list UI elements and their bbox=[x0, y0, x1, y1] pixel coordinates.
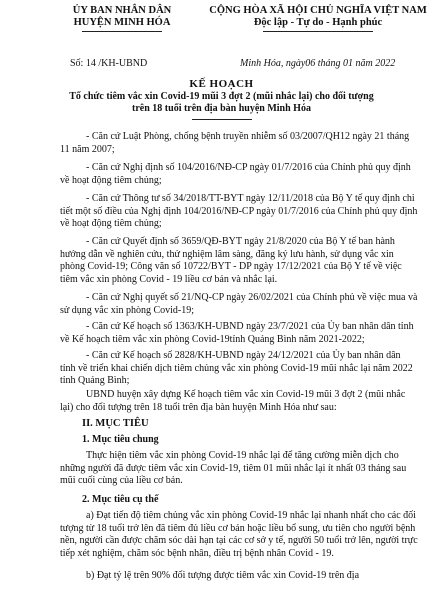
paragraph-text: - Căn cứ Quyết định số 3659/QĐ-BYT ngày 21/8/2020 của Bộ Y tế ban hành hướng dẫn về nghiên cứu, thử nghiệm lâm sàng, đăng ký lưu hành, sử dụng vắc xin phòng Covid-19; Công văn số 10722/BYT - DP ngày 17/12/2021 của Bộ Y tế về việc tiêm vắc xin phòng Covid - 19 liều cơ bản và nhắc lại. bbox=[60, 236, 402, 285]
subsection-heading-specific: 2. Mục tiêu cụ thể bbox=[82, 494, 159, 505]
specific-objective-b bbox=[60, 570, 418, 583]
motto-underline bbox=[263, 31, 373, 32]
document-date: Minh Hóa, ngày06 tháng 01 năm 2022 bbox=[240, 58, 396, 69]
national-motto bbox=[198, 5, 438, 32]
title-underline bbox=[192, 119, 252, 120]
authority-underline bbox=[82, 31, 162, 32]
document-type-title: KẾ HOẠCH bbox=[189, 78, 254, 90]
paragraph-text: b) Đạt tỷ lệ trên 90% đối tượng được tiêm vắc xin Covid-19 trên địa bbox=[86, 570, 360, 581]
document-subject-line-1: Tổ chức tiêm vắc xin Covid-19 mũi 3 đợt 2 (mũi nhắc lại) cho đối tượng bbox=[69, 91, 374, 102]
paragraph-text: - Căn cứ Kế hoạch số 2828/KH-UBND ngày 24/12/2021 của Ủy ban nhân dân tỉnh về triển khai chiến dịch tiêm chủng vắc xin phòng Covid-19 mũi nhắc lại năm 2022 tỉnh Quảng Bình; bbox=[60, 350, 413, 387]
general-objective-paragraph bbox=[60, 450, 418, 488]
paragraph-text: UBND huyện xây dựng Kế hoạch tiêm vắc xin Covid-19 mũi 3 đợt 2 (mũi nhắc lại) cho đối tượng trên 18 tuổi trên địa bàn huyện Minh Hóa như sau: bbox=[60, 389, 406, 413]
specific-objective-a bbox=[60, 510, 418, 560]
legal-basis-paragraph bbox=[60, 193, 418, 231]
paragraph-text: - Căn cứ Thông tư số 34/2018/TT-BYT ngày 12/11/2018 của Bộ Y tế quy định chi tiết một số điều của Nghị định 104/2016/NĐ-CP ngày 01/7/2016 của Chính phủ quy định về hoạt động tiêm chủng; bbox=[60, 193, 418, 230]
intro-paragraph bbox=[60, 389, 418, 414]
paragraph-text: - Căn cứ Nghị định số 104/2016/NĐ-CP ngày 01/7/2016 của Chính phủ quy định về hoạt động tiêm chủng; bbox=[60, 162, 411, 186]
authority-line-2: HUYỆN MINH HÓA bbox=[73, 17, 171, 28]
legal-basis-paragraph bbox=[60, 350, 418, 388]
legal-basis-paragraph bbox=[60, 162, 418, 187]
legal-basis-paragraph bbox=[60, 292, 418, 317]
paragraph-text: - Căn cứ Kế hoạch số 1363/KH-UBND ngày 23/7/2021 của Ủy ban nhân dân tỉnh về Kế hoạch tiêm vắc xin phòng Covid-19tỉnh Quảng Bình năm 2021-2022; bbox=[60, 321, 414, 345]
country-name: CỘNG HÒA XÃ HỘI CHỦ NGHĨA VIỆT NAM bbox=[209, 5, 427, 16]
legal-basis-paragraph bbox=[60, 131, 418, 156]
document-number: Số: 14 /KH-UBND bbox=[70, 58, 148, 69]
legal-basis-paragraph bbox=[60, 236, 418, 286]
document-subject-line-2: trên 18 tuổi trên địa bàn huyện Minh Hóa bbox=[132, 103, 311, 114]
section-heading-objectives: II. MỤC TIÊU bbox=[82, 418, 149, 429]
legal-basis-paragraph bbox=[60, 321, 418, 346]
subsection-heading-general: 1. Mục tiêu chung bbox=[82, 434, 159, 445]
motto: Độc lập - Tự do - Hạnh phúc bbox=[253, 17, 383, 28]
paragraph-text: - Căn cứ Nghị quyết số 21/NQ-CP ngày 26/02/2021 của Chính phủ về việc mua và sử dụng vắc xin phòng Covid-19; bbox=[60, 292, 418, 316]
issuing-authority bbox=[52, 5, 192, 32]
paragraph-text: - Căn cứ Luật Phòng, chống bệnh truyền nhiễm số 03/2007/QH12 ngày 21 tháng 11 năm 2007; bbox=[60, 131, 410, 155]
paragraph-text: a) Đạt tiến độ tiêm chủng vắc xin phòng Covid-19 nhắc lại nhanh nhất cho các đối tượng từ 18 tuổi trở lên đã tiêm đủ liều cơ bản hoặc liều bổ sung, ưu tiên cho người bệnh nền, người cần được chăm sóc dài hạn tại các cơ sở y tế, người 50 tuổi trở lên, người trực tiếp xét nghiệm, chăm sóc bệnh nhân, điều trị bệnh nhân Covid - 19. bbox=[60, 510, 418, 559]
paragraph-text: Thực hiện tiêm vắc xin phòng Covid-19 nhắc lại để tăng cường miễn dịch cho những người đã được tiêm vắc xin Covid-19, tiêm 01 mũi nhắc lại ít nhất 03 tháng sau mũi cuối cùng của liều cơ bản. bbox=[60, 450, 407, 487]
authority-line-1: ỦY BAN NHÂN DÂN bbox=[72, 5, 172, 16]
